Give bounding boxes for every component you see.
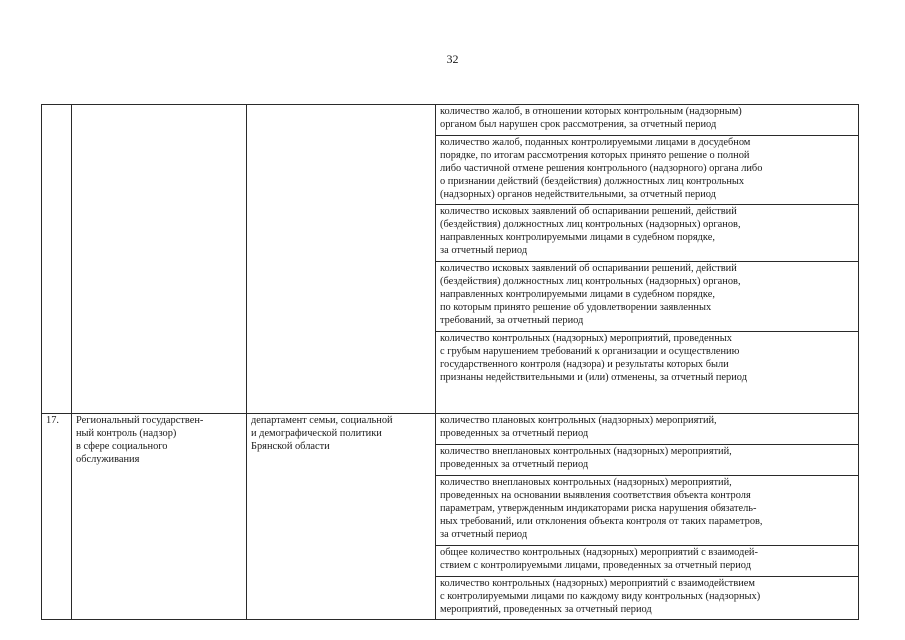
indicator-cell: количество внеплановых контрольных (надзорных) мероприятий, проведенных на основании выявления соответствия объекта контроля параметрам, утвержденным индикаторами риска нарушения обязатель- ных требований, или отклонения объекта контроля от таких параметров, за отчетный период	[436, 476, 859, 546]
indicator-cell: количество жалоб, в отношении которых контрольным (надзорным) органом был нарушен срок рассмотрения, за отчетный период	[436, 105, 859, 136]
row-number: 17.	[46, 415, 59, 426]
department-cell	[247, 105, 436, 414]
control-type-cell	[72, 105, 247, 414]
indicator-cell: количество плановых контрольных (надзорных) мероприятий, проведенных за отчетный период	[436, 414, 859, 445]
indicator-cell: количество исковых заявлений об оспаривании решений, действий (бездействия) должностных лиц контрольных (надзорных) органов, направленных контролируемыми лицами в судебном порядке, по которым принято решение об удовлетворении заявленных требований, за отчетный период	[436, 262, 859, 332]
indicator-cell: количество исковых заявлений об оспаривании решений, действий (бездействия) должностных лиц контрольных (надзорных) органов, направленных контролируемыми лицами в судебном порядке, за отчетный период	[436, 205, 859, 262]
control-type-cell	[72, 414, 247, 620]
indicator-cell: количество контрольных (надзорных) мероприятий с взаимодействием с контролируемыми лицами по каждому виду контрольных (надзорных) мероприятий, проведенных за отчетный период	[436, 577, 859, 620]
control-type: Региональный государствен- ный контроль (надзор) в сфере социального обслуживания	[76, 415, 204, 465]
table-row	[42, 105, 859, 136]
department-cell	[247, 414, 436, 620]
page-number: 32	[446, 52, 459, 66]
indicator-cell: общее количество контрольных (надзорных) мероприятий с взаимодей- ствием с контролируемыми лицами, проведенных за отчетный период	[436, 546, 859, 577]
row-number-cell	[42, 105, 72, 414]
row-number-cell	[42, 414, 72, 620]
indicator-cell: количество жалоб, поданных контролируемыми лицами в досудебном порядке, по итогам рассмотрения которых принято решение о полной либо частичной отмене решения контрольного (надзорного) органа либо о признании действий (бездействия) должностных лиц контрольных (надзорных) органов недействительными, за отчетный период	[436, 136, 859, 205]
table-row	[42, 414, 859, 445]
indicator-cell: количество внеплановых контрольных (надзорных) мероприятий, проведенных за отчетный период	[436, 445, 859, 476]
indicator-cell: количество контрольных (надзорных) мероприятий, проведенных с грубым нарушением требований к организации и осуществлению государственного контроля (надзора) и результаты которых были признаны недействительными и (или) отменены, за отчетный период	[436, 332, 859, 414]
indicators-table	[41, 104, 859, 620]
department: департамент семьи, социальной и демографической политики Брянской области	[251, 415, 393, 452]
